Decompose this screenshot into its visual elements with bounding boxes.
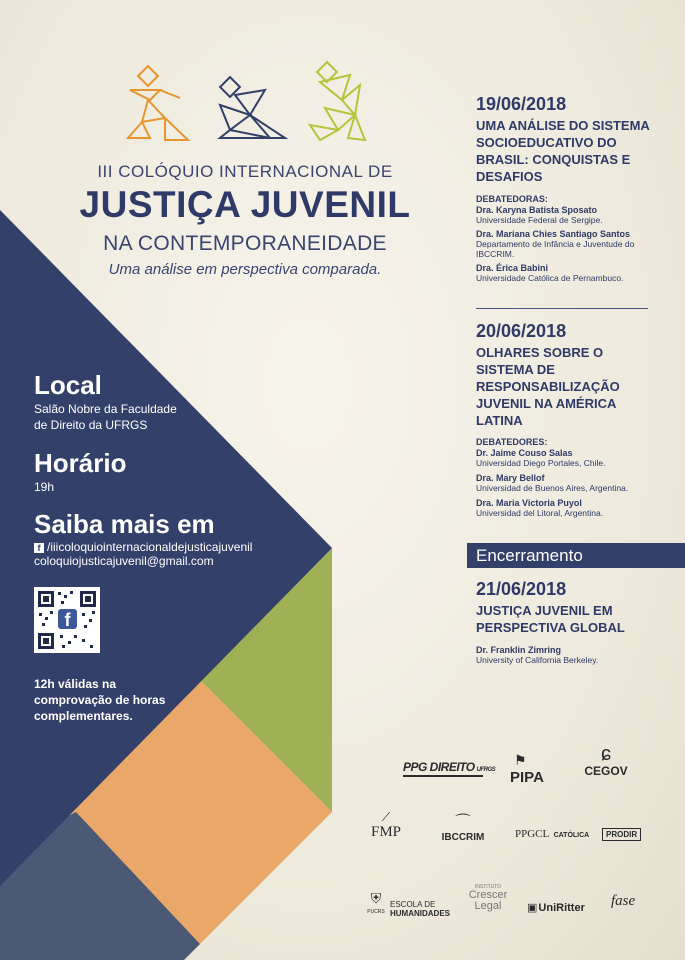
crescer-legal-logo bbox=[466, 884, 510, 912]
ppg-direito-logo bbox=[403, 760, 495, 777]
day1-title-line: BRASIL: CONQUISTAS E bbox=[476, 152, 631, 167]
event-edition: III COLÓQUIO INTERNACIONAL DE bbox=[97, 162, 393, 181]
day2-title-line: OLHARES SOBRE O bbox=[476, 345, 604, 360]
ppgcl-text: PPGCL bbox=[515, 828, 549, 840]
legal-text: Legal bbox=[474, 900, 502, 912]
tangram-figures-logo bbox=[120, 60, 380, 150]
fmp-logo bbox=[366, 810, 406, 841]
speaker-institution: Universidad del Litoral, Argentina. bbox=[476, 508, 604, 518]
closing-title-line: PERSPECTIVA GLOBAL bbox=[476, 620, 625, 635]
svg-text:f: f bbox=[64, 610, 71, 630]
fase-logo bbox=[611, 893, 635, 910]
closing-bar: Encerramento bbox=[467, 543, 685, 568]
speaker-institution: IBCCRIM. bbox=[476, 249, 515, 259]
email-link[interactable]: coloquiojusticajuvenil@gmail.com bbox=[34, 554, 214, 568]
uniritter-logo bbox=[527, 901, 585, 914]
horario-section bbox=[34, 448, 126, 495]
speaker-institution: Universidad de Buenos Aires, Argentina. bbox=[476, 483, 629, 493]
divider bbox=[476, 308, 648, 309]
pipa-logo bbox=[510, 752, 544, 786]
closing-title-line: JUSTIÇA JUVENIL EM bbox=[476, 603, 613, 618]
day1-section bbox=[476, 94, 656, 283]
day2-title-line: JUVENIL NA AMÉRICA bbox=[476, 396, 617, 411]
event-title: JUSTIÇA JUVENIL bbox=[79, 184, 411, 225]
local-heading: Local bbox=[34, 370, 102, 400]
pucrs-text: PUCRS bbox=[367, 909, 385, 915]
pipa-kite-icon: ⚑ bbox=[514, 752, 527, 768]
speaker-institution: Universidad Diego Portales, Chile. bbox=[476, 458, 606, 468]
day1-label: DEBATEDORAS: bbox=[476, 194, 548, 204]
pipa-text: PIPA bbox=[510, 769, 544, 786]
uniritter-text: UniRitter bbox=[538, 902, 585, 914]
escola-line-2: HUMANIDADES bbox=[390, 909, 450, 918]
day2-section bbox=[476, 321, 656, 518]
ibccrim-logo bbox=[437, 814, 489, 843]
day2-date: 20/06/2018 bbox=[476, 321, 567, 341]
crescer-text: Crescer bbox=[468, 889, 508, 901]
speaker-name: Dra. Érica Babini bbox=[476, 263, 549, 273]
event-tagline: Uma análise em perspectiva comparada. bbox=[108, 261, 382, 278]
facebook-qr-icon[interactable] bbox=[34, 587, 100, 653]
day2-title-line: LATINA bbox=[476, 413, 523, 428]
facebook-link-row[interactable] bbox=[34, 540, 252, 554]
hours-line-3: complementares. bbox=[34, 709, 133, 723]
day1-title-line: UMA ANÁLISE DO SISTEMA bbox=[476, 118, 650, 133]
fase-text: fase bbox=[611, 893, 636, 909]
horario-heading: Horário bbox=[34, 448, 127, 478]
contact-section bbox=[34, 509, 252, 568]
facebook-icon: f bbox=[34, 543, 44, 553]
day2-title-line: RESPONSABILIZAÇÃO bbox=[476, 379, 620, 394]
local-section bbox=[34, 370, 177, 433]
day2-label: DEBATEDORES: bbox=[476, 437, 548, 447]
fmp-wing-icon: ⟋ bbox=[381, 810, 391, 824]
horario-value: 19h bbox=[34, 480, 55, 494]
day1-title-line: SOCIOEDUCATIVO DO bbox=[476, 135, 617, 150]
speaker-name: Dra. Karyna Batista Sposato bbox=[476, 205, 598, 215]
speaker-institution: Departamento de Infância e Juventude do bbox=[476, 239, 635, 249]
cegov-swirl-icon: ɕ bbox=[601, 743, 611, 765]
local-line-1: Salão Nobre da Faculdade bbox=[34, 402, 177, 416]
event-subtitle: NA CONTEMPORANEIDADE bbox=[103, 232, 387, 255]
instituto-text: INSTITUTO bbox=[474, 884, 502, 890]
speaker-name: Dra. Maria Victoria Puyol bbox=[476, 498, 582, 508]
uniritter-icon: ▣ bbox=[527, 902, 538, 914]
pucrs-logo bbox=[366, 890, 386, 915]
speaker-name: Dr. Jaime Couso Salas bbox=[476, 448, 573, 458]
closing-section bbox=[476, 579, 656, 665]
speaker-name: Dra. Mariana Chies Santiago Santos bbox=[476, 229, 631, 239]
ppg-ufrgs-text: UFRGS bbox=[476, 767, 496, 773]
speaker-institution: University of California Berkeley. bbox=[476, 655, 599, 665]
hours-note bbox=[34, 676, 214, 724]
hours-line-2: comprovação de horas bbox=[34, 693, 166, 707]
day1-title-line: DESAFIOS bbox=[476, 169, 543, 184]
speaker-institution: Universidade Católica de Pernambuco. bbox=[476, 273, 624, 283]
day1-date: 19/06/2018 bbox=[476, 94, 567, 114]
cegov-logo bbox=[583, 744, 629, 778]
ibccrim-arch-icon: ⌒ bbox=[454, 814, 471, 831]
speaker-name: Dra. Mary Bellof bbox=[476, 473, 545, 483]
facebook-link[interactable]: /iiicoloquiointernacionaldejusticajuvenil bbox=[47, 540, 253, 554]
catolica-text: CATÓLICA bbox=[553, 832, 590, 839]
closing-date: 21/06/2018 bbox=[476, 579, 567, 599]
ppg-direito-text: PPG DIREITO bbox=[403, 760, 475, 774]
prodir-text: PRODIR bbox=[606, 830, 638, 839]
ibccrim-text: IBCCRIM bbox=[441, 832, 485, 843]
local-line-2: de Direito da UFRGS bbox=[34, 418, 148, 432]
speaker-institution: Universidade Federal de Sergipe. bbox=[476, 215, 603, 225]
speaker-name: Dr. Franklin Zimring bbox=[476, 645, 562, 655]
ppgcl-logo bbox=[515, 828, 589, 840]
saiba-heading: Saiba mais em bbox=[34, 509, 215, 539]
day2-title-line: SISTEMA DE bbox=[476, 362, 555, 377]
prodir-logo bbox=[602, 828, 641, 841]
fmp-text: FMP bbox=[370, 824, 402, 840]
cegov-text: CEGOV bbox=[584, 764, 628, 778]
escola-humanidades-logo bbox=[390, 900, 450, 918]
hours-line-1: 12h válidas na bbox=[34, 677, 117, 691]
escola-line-1: ESCOLA DE bbox=[390, 900, 436, 909]
pucrs-crest-icon: ⛨ bbox=[370, 890, 382, 906]
